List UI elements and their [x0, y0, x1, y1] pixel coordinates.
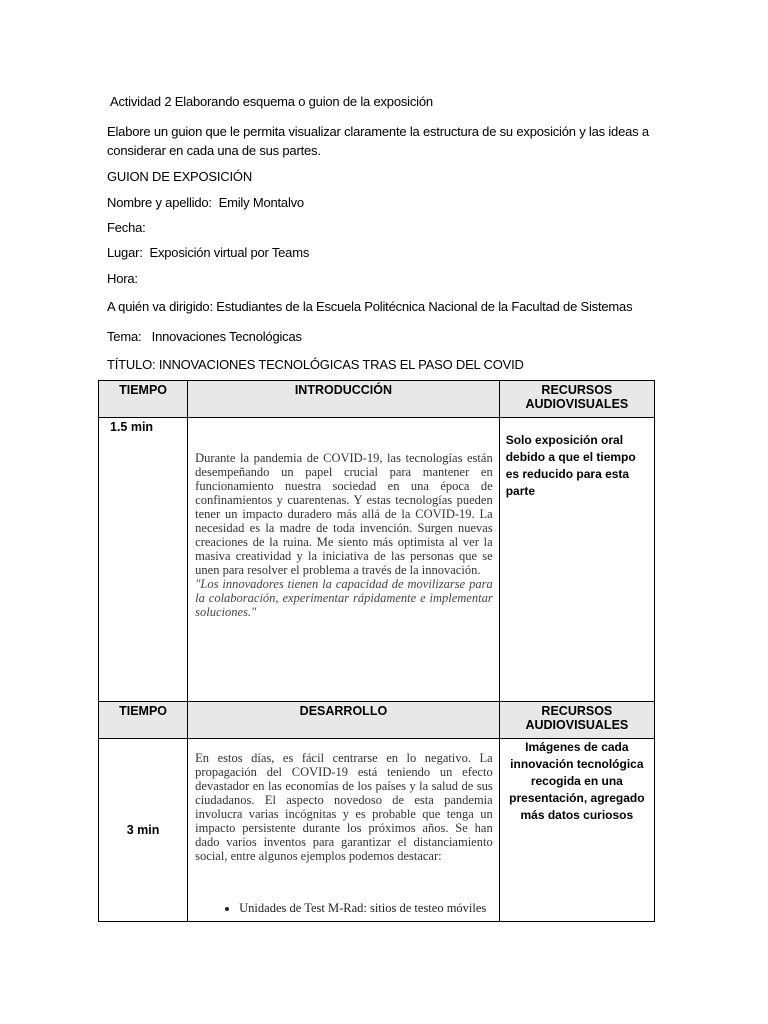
intro-header-row [99, 381, 655, 418]
hour-label: Hora: [107, 271, 138, 286]
intro-resources-cell [499, 418, 654, 702]
exposition-title: TÍTULO: INNOVACIONES TECNOLÓGICAS TRAS EL PASO DEL COVID [107, 357, 524, 372]
topic-label: Tema: [107, 329, 142, 344]
intro-section-header: INTRODUCCIÓN [188, 381, 500, 418]
audience-label: A quién va dirigido: [107, 299, 213, 314]
instructions-text: Elabore un guion que le permita visualizar claramente la estructura de su exposición y las ideas a considerar en cada una de sus partes. [107, 124, 649, 158]
name-value: Emily Montalvo [218, 195, 304, 210]
intro-body: Durante la pandemia de COVID-19, las tecnologías están desempeñando un papel crucial para mantener en funcionamiento nuestra sociedad en una época de confinamientos y cuarentenas. Y estas tecnologías pueden tener un impacto duradero más allá de la COVID-19. La necesidad es la madre de toda invención. Surgen nuevas creaciones de la ruina. Me siento más optimista al ver la masiva creatividad y la iniciativa de las personas que se unen para resolver el problema a través de la innovación. [195, 451, 493, 577]
name-label: Nombre y apellido: [107, 195, 212, 210]
dev-body: En estos días, es fácil centrarse en lo negativo. La propagación del COVID-19 está teniendo un efecto devastador en las economías de los países y la salud de sus ciudadanos. El aspecto novedoso de esta pandemia involucra varias incógnitas y es probable que tenga un impacto persistente durante los próximos años. Se han dado varios inventos para garantizar el distanciamiento social, entre algunos ejemplos podemos destacar: [195, 751, 493, 863]
dev-resources-header: RECURSOS AUDIOVISUALES [499, 702, 654, 739]
audience-line [107, 299, 632, 314]
intro-resources: Solo exposición oral debido a que el tiempo es reducido para esta parte [505, 433, 636, 498]
dev-row [99, 739, 655, 922]
activity-title: Actividad 2 Elaborando esquema o guion de la exposición [110, 94, 433, 109]
hour-line [107, 271, 138, 286]
guion-heading: GUION DE EXPOSICIÓN [107, 169, 253, 184]
intro-row [99, 418, 655, 702]
intro-content-cell [188, 418, 500, 702]
dev-resources: Imágenes de cada innovación tecnológica recogida en una presentación, agregado más datos curiosos [509, 740, 645, 822]
intro-resources-header: RECURSOS AUDIOVISUALES [499, 381, 654, 418]
date-line [107, 220, 146, 235]
dev-section-header: DESARROLLO [188, 702, 500, 739]
dev-time-header: TIEMPO [99, 702, 188, 739]
dev-time: 3 min [99, 739, 188, 922]
topic-value: Innovaciones Tecnológicas [151, 329, 302, 344]
intro-time-header: TIEMPO [99, 381, 188, 418]
dev-resources-cell [499, 739, 654, 922]
dev-content-cell [188, 739, 500, 922]
intro-quote: "Los innovadores tienen la capacidad de movilizarse para la colaboración, experimentar rápidamente e implementar soluciones." [195, 577, 493, 619]
name-line [107, 195, 304, 210]
topic-line [107, 329, 302, 344]
audience-value: Estudiantes de la Escuela Politécnica Nacional de la Facultad de Sistemas [216, 299, 633, 314]
dev-bullet-item: • Unidades de Test M-Rad: sitios de testeo móviles [239, 901, 493, 915]
dev-bullet-list [195, 901, 493, 915]
intro-time: 1.5 min [99, 418, 188, 702]
dev-header-row [99, 702, 655, 739]
guion-table [98, 380, 655, 922]
date-label: Fecha: [107, 220, 146, 235]
place-label: Lugar: [107, 245, 143, 260]
place-line [107, 245, 309, 260]
place-value: Exposición virtual por Teams [149, 245, 310, 260]
